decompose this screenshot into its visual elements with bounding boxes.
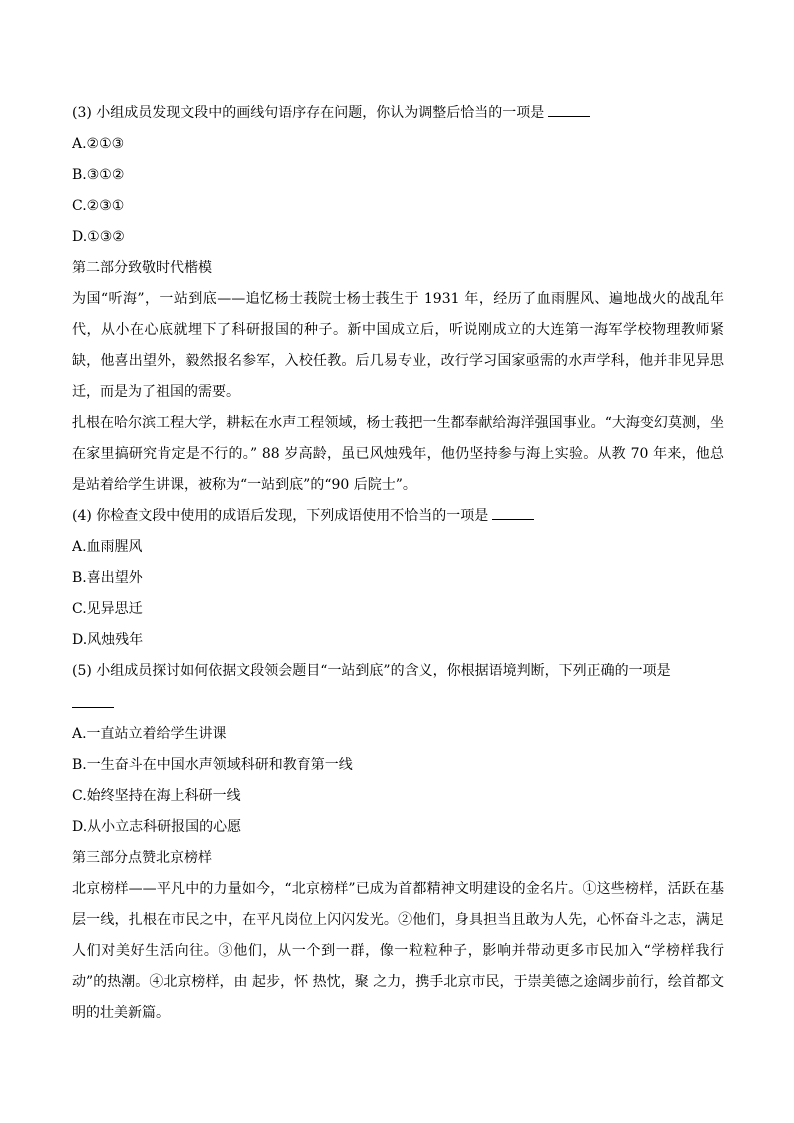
question-4-option-b: B.喜出望外 (72, 570, 143, 586)
part-3-paragraph-1: 北京榜样——平凡中的力量如今，“北京榜样”已成为首都精神文明建设的金名片。①这些榜样，活跃在基层一线，扎根在市民之中，在平凡岗位上闪闪发光。②他们，身具担当且敢为人先，心怀奋斗之志，满足人们对美好生活向往。③他们，从一个到一群，像一粒粒种子，影响并带动更多市民加入“学榜样我行动”的热潮。④北京榜样，由 起步，怀 热忱，聚 之力，携手北京市民，于崇美德之途阔步前行，绘首都文明的壮美新篇。 (72, 881, 724, 1021)
question-4-option-c: C.见异思迁 (72, 601, 143, 617)
question-3-option-b: B.③①② (72, 167, 125, 183)
question-5-option-d: D.从小立志科研报国的心愿 (72, 819, 242, 835)
answer-blank (72, 687, 114, 708)
question-3-text: (3) 小组成员发现文段中的画线句语序存在问题，你认为调整后恰当的一项是 (72, 105, 545, 121)
question-4-option-d: D.风烛残年 (72, 632, 144, 648)
question-4-option-a: A.血雨腥风 (72, 539, 143, 555)
question-5-stem: (5) 小组成员探讨如何依据文段领会题目“一站到底”的含义，你根据语境判断，下列正确的一项是 (72, 663, 671, 679)
part-3-heading: 第三部分点赞北京榜样 (72, 850, 212, 866)
part-2-heading: 第二部分致敬时代楷模 (72, 260, 212, 276)
question-5-option-a: A.一直站立着给学生讲课 (72, 726, 227, 742)
question-5-option-c: C.始终坚持在海上科研一线 (72, 788, 241, 804)
document-page (72, 98, 724, 1029)
question-5-option-b: B.一生奋斗在中国水声领域科研和教育第一线 (72, 757, 353, 773)
question-3-option-c: C.②③① (72, 198, 125, 214)
question-4-text: (4) 你检查文段中使用的成语后发现，下列成语使用不恰当的一项是 (72, 508, 489, 524)
question-3-stem (72, 98, 724, 129)
answer-blank (548, 102, 590, 117)
question-3-option-a: A.②①③ (72, 136, 125, 152)
question-3-option-d: D.①③② (72, 229, 125, 245)
question-4-stem (72, 501, 724, 532)
part-2-paragraph-1: 为国“听海”，一站到底——追忆杨士莪院士杨士莪生于 1931 年，经历了血雨腥风、遍地战火的战乱年代，从小在心底就埋下了科研报国的种子。新中国成立后，听说刚成立的大连第一海军学校物理教师紧缺，他喜出望外，毅然报名参军，入校任教。后几易专业，改行学习国家亟需的水声学科，他并非见异思迁，而是为了祖国的需要。 (72, 291, 724, 400)
answer-blank (492, 505, 534, 520)
part-2-paragraph-2: 扎根在哈尔滨工程大学，耕耘在水声工程领域，杨士莪把一生都奉献给海洋强国事业。“大海变幻莫测，坐在家里搞研究肯定是不行的。” 88 岁高龄，虽已风烛残年，他仍坚持参与海上实验。从教 70 年来，他总是站着给学生讲课，被称为“一站到底”的“90 后院士”。 (72, 415, 724, 493)
